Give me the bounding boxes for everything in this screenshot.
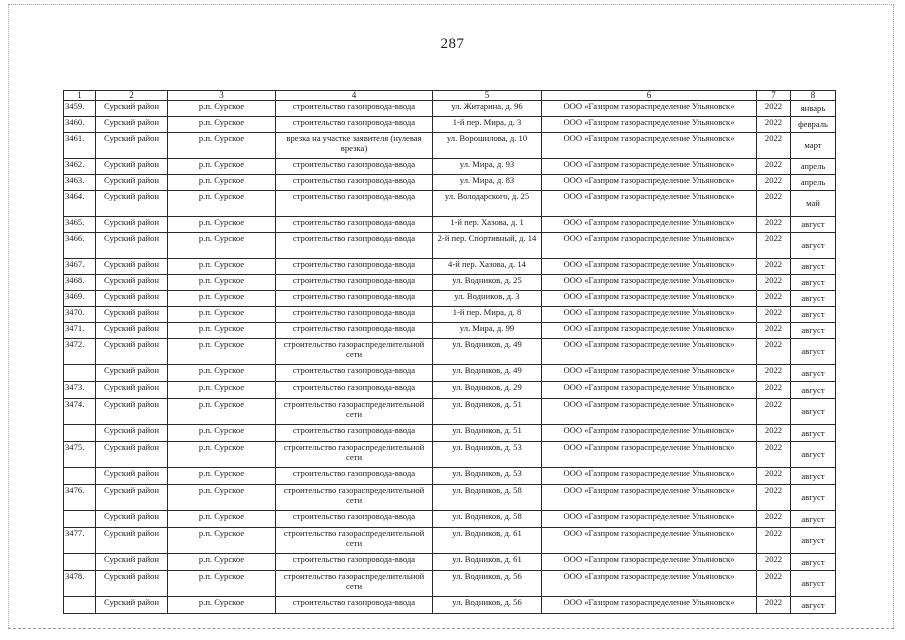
organization-cell: ООО «Газпром газораспределение Ульяновск» [542,323,757,339]
settlement-cell: р.п. Сурское [168,468,276,485]
table-row [64,175,836,191]
table-row [64,259,836,275]
organization-cell: ООО «Газпром газораспределение Ульяновск» [542,485,757,511]
district-cell: Сурский район [96,511,168,528]
settlement-cell: р.п. Сурское [168,339,276,365]
organization-cell: ООО «Газпром газораспределение Ульяновск» [542,117,757,133]
month-cell: май [791,191,836,217]
district-cell: Сурский район [96,191,168,217]
address-cell: ул. Водников, д. 51 [433,399,542,425]
work-type-cell: строительство газопровода-ввода [276,101,433,117]
district-cell: Сурский район [96,217,168,233]
table-row [64,382,836,399]
district-cell: Сурский район [96,528,168,554]
district-cell: Сурский район [96,554,168,571]
month-cell: август [791,597,836,614]
year-cell: 2022 [757,233,791,259]
year-cell: 2022 [757,307,791,323]
address-cell: 1-й пер. Хазова, д. 1 [433,217,542,233]
work-type-cell: строительство газораспределительной сети [276,442,433,468]
work-type-cell: строительство газопровода-ввода [276,554,433,571]
scan-border-bottom [8,628,894,629]
register-body [64,101,836,614]
address-cell: ул. Ворошилова, д. 10 [433,133,542,159]
address-cell: ул. Водников, д. 53 [433,442,542,468]
settlement-cell: р.п. Сурское [168,511,276,528]
year-cell: 2022 [757,442,791,468]
work-type-cell: строительство газопровода-ввода [276,191,433,217]
address-cell: 4-й пер. Хазова, д. 14 [433,259,542,275]
address-cell: ул. Мира, д. 83 [433,175,542,191]
address-cell: ул. Водников, д. 51 [433,425,542,442]
table-row [64,101,836,117]
settlement-cell: р.п. Сурское [168,307,276,323]
entry-number: 3463. [64,175,96,191]
month-cell: январь [791,101,836,117]
district-cell: Сурский район [96,175,168,191]
organization-cell: ООО «Газпром газораспределение Ульяновск» [542,442,757,468]
address-cell: ул. Водников, д. 56 [433,571,542,597]
district-cell: Сурский район [96,382,168,399]
month-cell: август [791,275,836,291]
entry-number: 3476. [64,485,96,511]
organization-cell: ООО «Газпром газораспределение Ульяновск» [542,511,757,528]
organization-cell: ООО «Газпром газораспределение Ульяновск» [542,382,757,399]
address-cell: 2-й пер. Спортивный, д. 14 [433,233,542,259]
address-cell: ул. Водников, д. 58 [433,485,542,511]
settlement-cell: р.п. Сурское [168,291,276,307]
entry-number: 3477. [64,528,96,554]
year-cell: 2022 [757,259,791,275]
table-row [64,442,836,468]
work-type-cell: строительство газораспределительной сети [276,571,433,597]
district-cell: Сурский район [96,365,168,382]
year-cell: 2022 [757,554,791,571]
column-header: 6 [542,91,757,101]
table-row [64,554,836,571]
scan-border-right [893,4,894,628]
year-cell: 2022 [757,133,791,159]
address-cell: ул. Водников, д. 61 [433,554,542,571]
district-cell: Сурский район [96,233,168,259]
settlement-cell: р.п. Сурское [168,399,276,425]
year-cell: 2022 [757,101,791,117]
month-cell: август [791,339,836,365]
month-cell: август [791,511,836,528]
table-row [64,511,836,528]
organization-cell: ООО «Газпром газораспределение Ульяновск» [542,307,757,323]
entry-number: 3470. [64,307,96,323]
settlement-cell: р.п. Сурское [168,597,276,614]
entry-number: 3471. [64,323,96,339]
address-cell: ул. Житарина, д. 96 [433,101,542,117]
month-cell: август [791,485,836,511]
settlement-cell: р.п. Сурское [168,259,276,275]
address-cell: ул. Водников, д. 49 [433,339,542,365]
entry-number [64,365,96,382]
month-cell: апрель [791,159,836,175]
table-row [64,485,836,511]
organization-cell: ООО «Газпром газораспределение Ульяновск» [542,159,757,175]
month-cell: апрель [791,175,836,191]
organization-cell: ООО «Газпром газораспределение Ульяновск» [542,275,757,291]
work-type-cell: строительство газопровода-ввода [276,175,433,191]
year-cell: 2022 [757,217,791,233]
year-cell: 2022 [757,323,791,339]
table-row [64,159,836,175]
table-row [64,528,836,554]
address-cell: ул. Водников, д. 49 [433,365,542,382]
settlement-cell: р.п. Сурское [168,133,276,159]
year-cell: 2022 [757,275,791,291]
table-row [64,339,836,365]
column-header: 7 [757,91,791,101]
table-row [64,365,836,382]
year-cell: 2022 [757,485,791,511]
table-row [64,191,836,217]
organization-cell: ООО «Газпром газораспределение Ульяновск» [542,233,757,259]
district-cell: Сурский район [96,442,168,468]
district-cell: Сурский район [96,275,168,291]
table-row [64,323,836,339]
month-cell: август [791,554,836,571]
register-table [63,90,836,614]
year-cell: 2022 [757,339,791,365]
settlement-cell: р.п. Сурское [168,425,276,442]
district-cell: Сурский район [96,159,168,175]
table-row [64,425,836,442]
organization-cell: ООО «Газпром газораспределение Ульяновск» [542,554,757,571]
year-cell: 2022 [757,291,791,307]
table-row [64,291,836,307]
work-type-cell: строительство газораспределительной сети [276,528,433,554]
month-cell: август [791,307,836,323]
column-header: 4 [276,91,433,101]
settlement-cell: р.п. Сурское [168,233,276,259]
table-row [64,307,836,323]
table-row [64,133,836,159]
entry-number: 3466. [64,233,96,259]
settlement-cell: р.п. Сурское [168,159,276,175]
year-cell: 2022 [757,425,791,442]
year-cell: 2022 [757,528,791,554]
work-type-cell: строительство газопровода-ввода [276,217,433,233]
month-cell: август [791,528,836,554]
table-row [64,275,836,291]
settlement-cell: р.п. Сурское [168,217,276,233]
organization-cell: ООО «Газпром газораспределение Ульяновск» [542,259,757,275]
year-cell: 2022 [757,191,791,217]
organization-cell: ООО «Газпром газораспределение Ульяновск» [542,571,757,597]
settlement-cell: р.п. Сурское [168,175,276,191]
entry-number: 3464. [64,191,96,217]
entry-number: 3465. [64,217,96,233]
work-type-cell: строительство газопровода-ввода [276,117,433,133]
year-cell: 2022 [757,511,791,528]
organization-cell: ООО «Газпром газораспределение Ульяновск» [542,133,757,159]
month-cell: февраль [791,117,836,133]
district-cell: Сурский район [96,101,168,117]
year-cell: 2022 [757,382,791,399]
address-cell: 1-й пер. Мира, д. 8 [433,307,542,323]
year-cell: 2022 [757,117,791,133]
table-row [64,217,836,233]
work-type-cell: строительство газопровода-ввода [276,511,433,528]
organization-cell: ООО «Газпром газораспределение Ульяновск» [542,291,757,307]
work-type-cell: строительство газопровода-ввода [276,291,433,307]
month-cell: август [791,399,836,425]
organization-cell: ООО «Газпром газораспределение Ульяновск» [542,339,757,365]
district-cell: Сурский район [96,399,168,425]
page-number: 287 [440,36,465,52]
settlement-cell: р.п. Сурское [168,323,276,339]
work-type-cell: строительство газопровода-ввода [276,365,433,382]
district-cell: Сурский район [96,323,168,339]
organization-cell: ООО «Газпром газораспределение Ульяновск» [542,191,757,217]
month-cell: август [791,365,836,382]
entry-number [64,597,96,614]
column-header: 2 [96,91,168,101]
settlement-cell: р.п. Сурское [168,554,276,571]
entry-number: 3460. [64,117,96,133]
entry-number: 3472. [64,339,96,365]
district-cell: Сурский район [96,117,168,133]
table-row [64,399,836,425]
month-cell: август [791,323,836,339]
address-cell: ул. Водников, д. 61 [433,528,542,554]
settlement-cell: р.п. Сурское [168,101,276,117]
scan-border-top [8,4,894,5]
settlement-cell: р.п. Сурское [168,442,276,468]
entry-number: 3467. [64,259,96,275]
organization-cell: ООО «Газпром газораспределение Ульяновск» [542,399,757,425]
address-cell: ул. Водников, д. 56 [433,597,542,614]
month-cell: август [791,468,836,485]
organization-cell: ООО «Газпром газораспределение Ульяновск» [542,468,757,485]
work-type-cell: строительство газораспределительной сети [276,399,433,425]
district-cell: Сурский район [96,259,168,275]
organization-cell: ООО «Газпром газораспределение Ульяновск» [542,425,757,442]
district-cell: Сурский район [96,307,168,323]
month-cell: август [791,291,836,307]
address-cell: ул. Водников, д. 29 [433,382,542,399]
address-cell: ул. Водников, д. 53 [433,468,542,485]
address-cell: 1-й пер. Мира, д. 3 [433,117,542,133]
district-cell: Сурский район [96,133,168,159]
district-cell: Сурский район [96,291,168,307]
table-row [64,597,836,614]
entry-number: 3468. [64,275,96,291]
entry-number: 3459. [64,101,96,117]
entry-number [64,554,96,571]
settlement-cell: р.п. Сурское [168,571,276,597]
scan-border-left [8,4,9,628]
entry-number: 3473. [64,382,96,399]
organization-cell: ООО «Газпром газораспределение Ульяновск» [542,528,757,554]
work-type-cell: строительство газопровода-ввода [276,382,433,399]
entry-number: 3462. [64,159,96,175]
work-type-cell: строительство газопровода-ввода [276,468,433,485]
year-cell: 2022 [757,399,791,425]
district-cell: Сурский район [96,485,168,511]
table-row [64,117,836,133]
year-cell: 2022 [757,159,791,175]
entry-number: 3474. [64,399,96,425]
year-cell: 2022 [757,597,791,614]
organization-cell: ООО «Газпром газораспределение Ульяновск» [542,101,757,117]
organization-cell: ООО «Газпром газораспределение Ульяновск» [542,597,757,614]
settlement-cell: р.п. Сурское [168,117,276,133]
month-cell: август [791,382,836,399]
address-cell: ул. Володарского, д. 25 [433,191,542,217]
settlement-cell: р.п. Сурское [168,275,276,291]
settlement-cell: р.п. Сурское [168,191,276,217]
month-cell: август [791,233,836,259]
settlement-cell: р.п. Сурское [168,382,276,399]
settlement-cell: р.п. Сурское [168,528,276,554]
organization-cell: ООО «Газпром газораспределение Ульяновск» [542,175,757,191]
table-row [64,468,836,485]
column-header: 1 [64,91,96,101]
month-cell: август [791,571,836,597]
year-cell: 2022 [757,571,791,597]
year-cell: 2022 [757,365,791,382]
district-cell: Сурский район [96,468,168,485]
work-type-cell: строительство газопровода-ввода [276,425,433,442]
column-header: 3 [168,91,276,101]
address-cell: ул. Мира, д. 99 [433,323,542,339]
work-type-cell: строительство газопровода-ввода [276,307,433,323]
entry-number [64,468,96,485]
address-cell: ул. Водников, д. 58 [433,511,542,528]
settlement-cell: р.п. Сурское [168,365,276,382]
district-cell: Сурский район [96,339,168,365]
organization-cell: ООО «Газпром газораспределение Ульяновск» [542,217,757,233]
column-header: 5 [433,91,542,101]
year-cell: 2022 [757,175,791,191]
work-type-cell: строительство газопровода-ввода [276,275,433,291]
work-type-cell: строительство газопровода-ввода [276,259,433,275]
work-type-cell: врезка на участке заявителя (нулевая врезка) [276,133,433,159]
month-cell: август [791,425,836,442]
district-cell: Сурский район [96,571,168,597]
month-cell: март [791,133,836,159]
work-type-cell: строительство газопровода-ввода [276,159,433,175]
organization-cell: ООО «Газпром газораспределение Ульяновск» [542,365,757,382]
entry-number: 3478. [64,571,96,597]
work-type-cell: строительство газопровода-ввода [276,323,433,339]
entry-number: 3461. [64,133,96,159]
address-cell: ул. Водников, д. 25 [433,275,542,291]
entry-number [64,511,96,528]
work-type-cell: строительство газопровода-ввода [276,233,433,259]
address-cell: ул. Мира, д. 93 [433,159,542,175]
entry-number [64,425,96,442]
month-cell: август [791,442,836,468]
column-header: 8 [791,91,836,101]
work-type-cell: строительство газораспределительной сети [276,485,433,511]
address-cell: ул. Водников, д. 3 [433,291,542,307]
work-type-cell: строительство газопровода-ввода [276,597,433,614]
year-cell: 2022 [757,468,791,485]
entry-number: 3469. [64,291,96,307]
table-row [64,571,836,597]
table-row [64,233,836,259]
column-number-row [64,91,836,101]
district-cell: Сурский район [96,425,168,442]
work-type-cell: строительство газораспределительной сети [276,339,433,365]
month-cell: август [791,217,836,233]
settlement-cell: р.п. Сурское [168,485,276,511]
entry-number: 3475. [64,442,96,468]
district-cell: Сурский район [96,597,168,614]
month-cell: август [791,259,836,275]
